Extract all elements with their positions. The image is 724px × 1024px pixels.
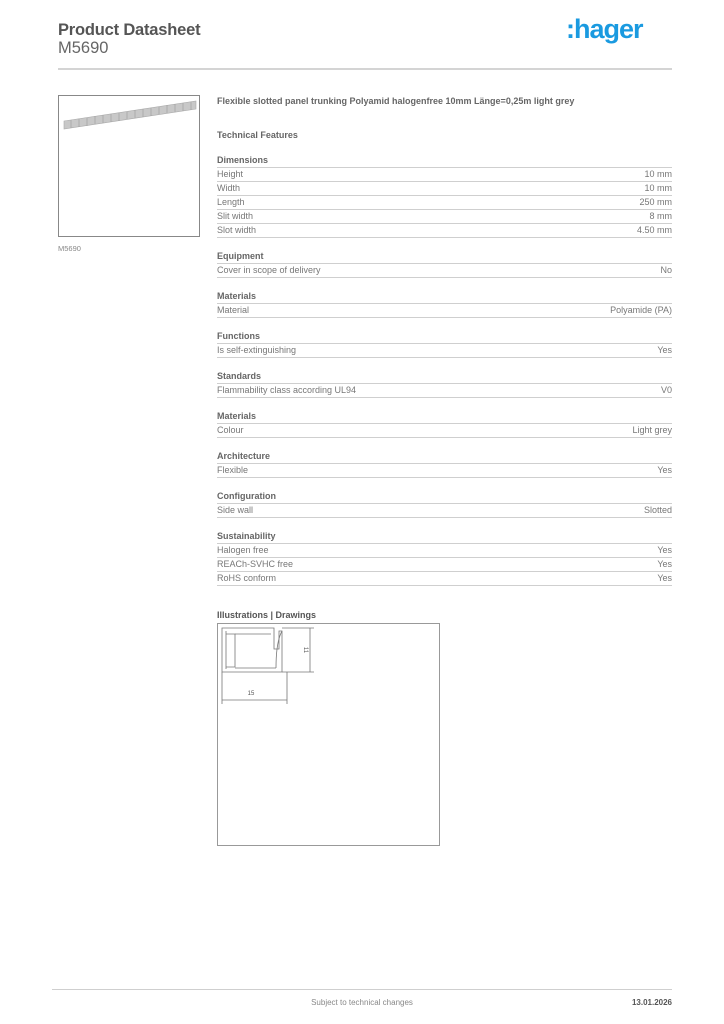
- spec-value: Yes: [657, 573, 672, 583]
- header-divider: [58, 68, 672, 70]
- spec-value: Yes: [657, 345, 672, 355]
- thumbnail-caption: M5690: [58, 244, 81, 253]
- spec-label: Flammability class according UL94: [217, 385, 357, 395]
- spec-row: [217, 196, 672, 210]
- spec-row: [217, 384, 672, 398]
- section-heading: Materials: [217, 291, 672, 304]
- spec-row: [217, 544, 672, 558]
- spec-label: Material: [217, 305, 250, 315]
- spec-label: Slit width: [217, 211, 254, 221]
- section-architecture: [217, 451, 672, 478]
- spec-row: [217, 424, 672, 438]
- section-heading: Configuration: [217, 491, 672, 504]
- section-functions: [217, 331, 672, 358]
- svg-text:11: 11: [302, 646, 308, 654]
- trunking-image-icon: [59, 96, 199, 236]
- spec-value: Yes: [657, 545, 672, 555]
- spec-row: [217, 572, 672, 586]
- profile-drawing-icon: [218, 624, 439, 845]
- spec-label: Is self-extinguishing: [217, 345, 297, 355]
- spec-label: Side wall: [217, 505, 254, 515]
- spec-row: [217, 304, 672, 318]
- spec-label: Height: [217, 169, 244, 179]
- spec-row: [217, 504, 672, 518]
- spec-value: 4.50 mm: [636, 225, 672, 235]
- section-heading: Materials: [217, 411, 672, 424]
- section-dimensions: [217, 155, 672, 238]
- section-heading: Functions: [217, 331, 672, 344]
- feature-sections: [217, 155, 672, 586]
- product-description: Flexible slotted panel trunking Polyamid halogenfree 10mm Länge=0,25m light grey: [217, 96, 575, 106]
- section-heading: Equipment: [217, 251, 672, 264]
- spec-label: Slot width: [217, 225, 257, 235]
- spec-label: Colour: [217, 425, 244, 435]
- spec-value: 10 mm: [644, 169, 672, 179]
- page-title: Product Datasheet: [58, 21, 201, 39]
- spec-value: Yes: [657, 465, 672, 475]
- spec-value: V0: [660, 385, 672, 395]
- footer-date: 13.01.2026: [631, 998, 672, 1007]
- spec-row: [217, 224, 672, 238]
- spec-value: Yes: [657, 559, 672, 569]
- hager-logo: :hager: [566, 14, 643, 44]
- illustrations-heading: Illustrations | Drawings: [217, 610, 317, 620]
- spec-label: REACh-SVHC free: [217, 559, 294, 569]
- spec-row: [217, 464, 672, 478]
- spec-row: [217, 210, 672, 224]
- section-heading: Standards: [217, 371, 672, 384]
- product-code: M5690: [58, 39, 109, 57]
- spec-label: Halogen free: [217, 545, 269, 555]
- section-heading: Architecture: [217, 451, 672, 464]
- spec-value: 8 mm: [649, 211, 672, 221]
- technical-drawing: [217, 623, 440, 846]
- product-details: [217, 96, 672, 620]
- spec-row: [217, 182, 672, 196]
- section-heading: Dimensions: [217, 155, 672, 168]
- section-heading: Sustainability: [217, 531, 672, 544]
- footer-divider: [52, 989, 672, 990]
- spec-value: Slotted: [643, 505, 672, 515]
- section-materials: [217, 411, 672, 438]
- spec-value: Light grey: [632, 425, 672, 435]
- section-materials: [217, 291, 672, 318]
- section-standards: [217, 371, 672, 398]
- spec-label: Cover in scope of delivery: [217, 265, 321, 275]
- section-sustainability: [217, 531, 672, 586]
- product-thumbnail: [58, 95, 200, 237]
- spec-row: [217, 558, 672, 572]
- technical-features-heading: Technical Features: [217, 130, 298, 140]
- spec-value: 10 mm: [644, 183, 672, 193]
- spec-value: No: [660, 265, 672, 275]
- spec-row: [217, 344, 672, 358]
- spec-label: Length: [217, 197, 245, 207]
- spec-value: Polyamide (PA): [610, 305, 672, 315]
- spec-label: Flexible: [217, 465, 249, 475]
- footer-note: Subject to technical changes: [311, 998, 413, 1007]
- svg-text:15: 15: [247, 691, 255, 697]
- spec-label: Width: [217, 183, 241, 193]
- spec-row: [217, 168, 672, 182]
- section-equipment: [217, 251, 672, 278]
- spec-row: [217, 264, 672, 278]
- spec-label: RoHS conform: [217, 573, 277, 583]
- section-configuration: [217, 491, 672, 518]
- spec-value: 250 mm: [639, 197, 672, 207]
